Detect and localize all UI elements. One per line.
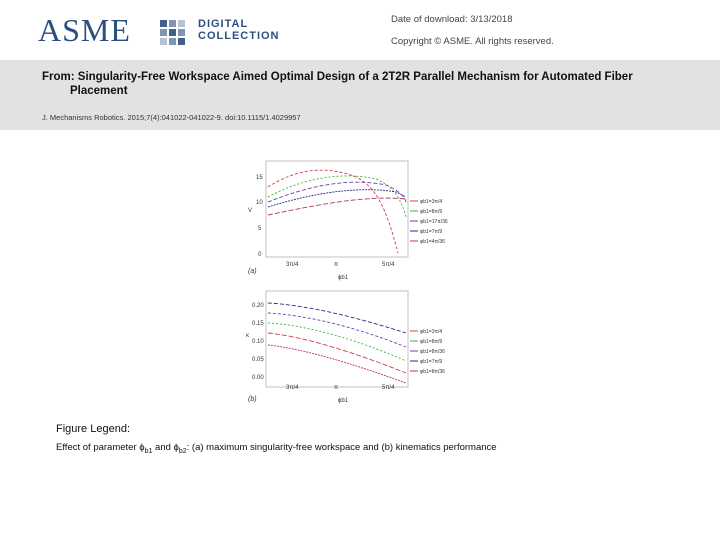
download-date: Date of download: 3/13/2018 — [391, 14, 513, 25]
digital-collection-wordmark: DIGITAL COLLECTION — [198, 18, 280, 42]
panel-a-legend-3: φb1=17π/36 — [420, 219, 448, 225]
panel-b-ytick: 0.15 — [252, 321, 264, 327]
panel-a-legend-4: φb1=7π/9 — [420, 229, 443, 235]
panel-a-xtick: π — [334, 262, 339, 268]
panel-b-ytick: 0.20 — [252, 303, 264, 309]
panel-b-xtick: 5π/4 — [382, 385, 395, 391]
panel-b-plot-area — [266, 291, 408, 387]
panel-a-x-label: ϕb1 — [338, 275, 349, 281]
panel-a-label: (a) — [248, 268, 257, 275]
panel-b-ytick: 0.05 — [252, 357, 264, 363]
panel-a-ytick: 5 — [258, 226, 262, 232]
panel-a-legend-5: φb1=4π/36 — [420, 239, 445, 245]
panel-a-legend-1: φb1=3π/4 — [420, 199, 443, 205]
panel-a-y-label: V — [248, 208, 253, 214]
panel-b-xtick: π — [334, 385, 339, 391]
panel-b-legend — [410, 329, 445, 375]
article-title[interactable]: From: Singularity-Free Workspace Aimed Optimal Design of a 2T2R Parallel Mechanism for Automated Fiber Placement — [42, 71, 633, 97]
page-header — [0, 0, 720, 60]
figure-legend-text: Effect of parameter $\phi_{b1}$ and $\phi_{b2}$: (a) maximum singularity-free workspace and (b) kinematics performance — [56, 442, 497, 455]
figure-graph — [246, 157, 474, 407]
download-meta — [391, 14, 554, 58]
panel-b-legend-4: φb1=7π/9 — [420, 359, 443, 365]
panel-b-y-label: κ — [246, 333, 249, 339]
panel-b-legend-2: φb1=8π/9 — [420, 339, 443, 345]
panel-a-legend-2: φb1=8π/9 — [420, 209, 443, 215]
panel-b-label: (b) — [248, 396, 257, 403]
panel-a-legend — [410, 199, 448, 245]
panel-a-xtick: 3π/4 — [286, 262, 299, 268]
panel-b-ytick: 0.10 — [252, 339, 264, 345]
panel-b-legend-3: φb1=8π/36 — [420, 349, 445, 355]
asme-logo-text: ASME — [38, 12, 131, 48]
figure-legend-heading: Figure Legend: — [56, 423, 130, 435]
panel-b-xtick: 3π/4 — [286, 385, 299, 391]
panel-b-legend-5: φb1=8π/36 — [420, 369, 445, 375]
asme-digital-collection-logo[interactable] — [38, 10, 280, 50]
journal-citation: J. Mechanisms Robotics. 2015;7(4):041022-041022-9. doi:10.1115/1.4029957 — [42, 113, 301, 122]
panel-b-ytick: 0.00 — [252, 375, 264, 381]
panel-a-plot-area — [266, 161, 408, 257]
panel-a-xtick: 5π/4 — [382, 262, 395, 268]
panel-b-legend-1: φb1=3π/4 — [420, 329, 443, 335]
panel-a-ytick: 0 — [258, 252, 262, 258]
copyright-notice: Copyright © ASME. All rights reserved. — [391, 36, 554, 47]
panel-a-ytick: 15 — [256, 175, 263, 181]
digital-collection-grid-icon — [158, 18, 194, 50]
figure-image[interactable] — [246, 157, 474, 407]
panel-b-x-label: ϕb1 — [338, 398, 349, 404]
panel-a-ytick: 10 — [256, 200, 263, 206]
